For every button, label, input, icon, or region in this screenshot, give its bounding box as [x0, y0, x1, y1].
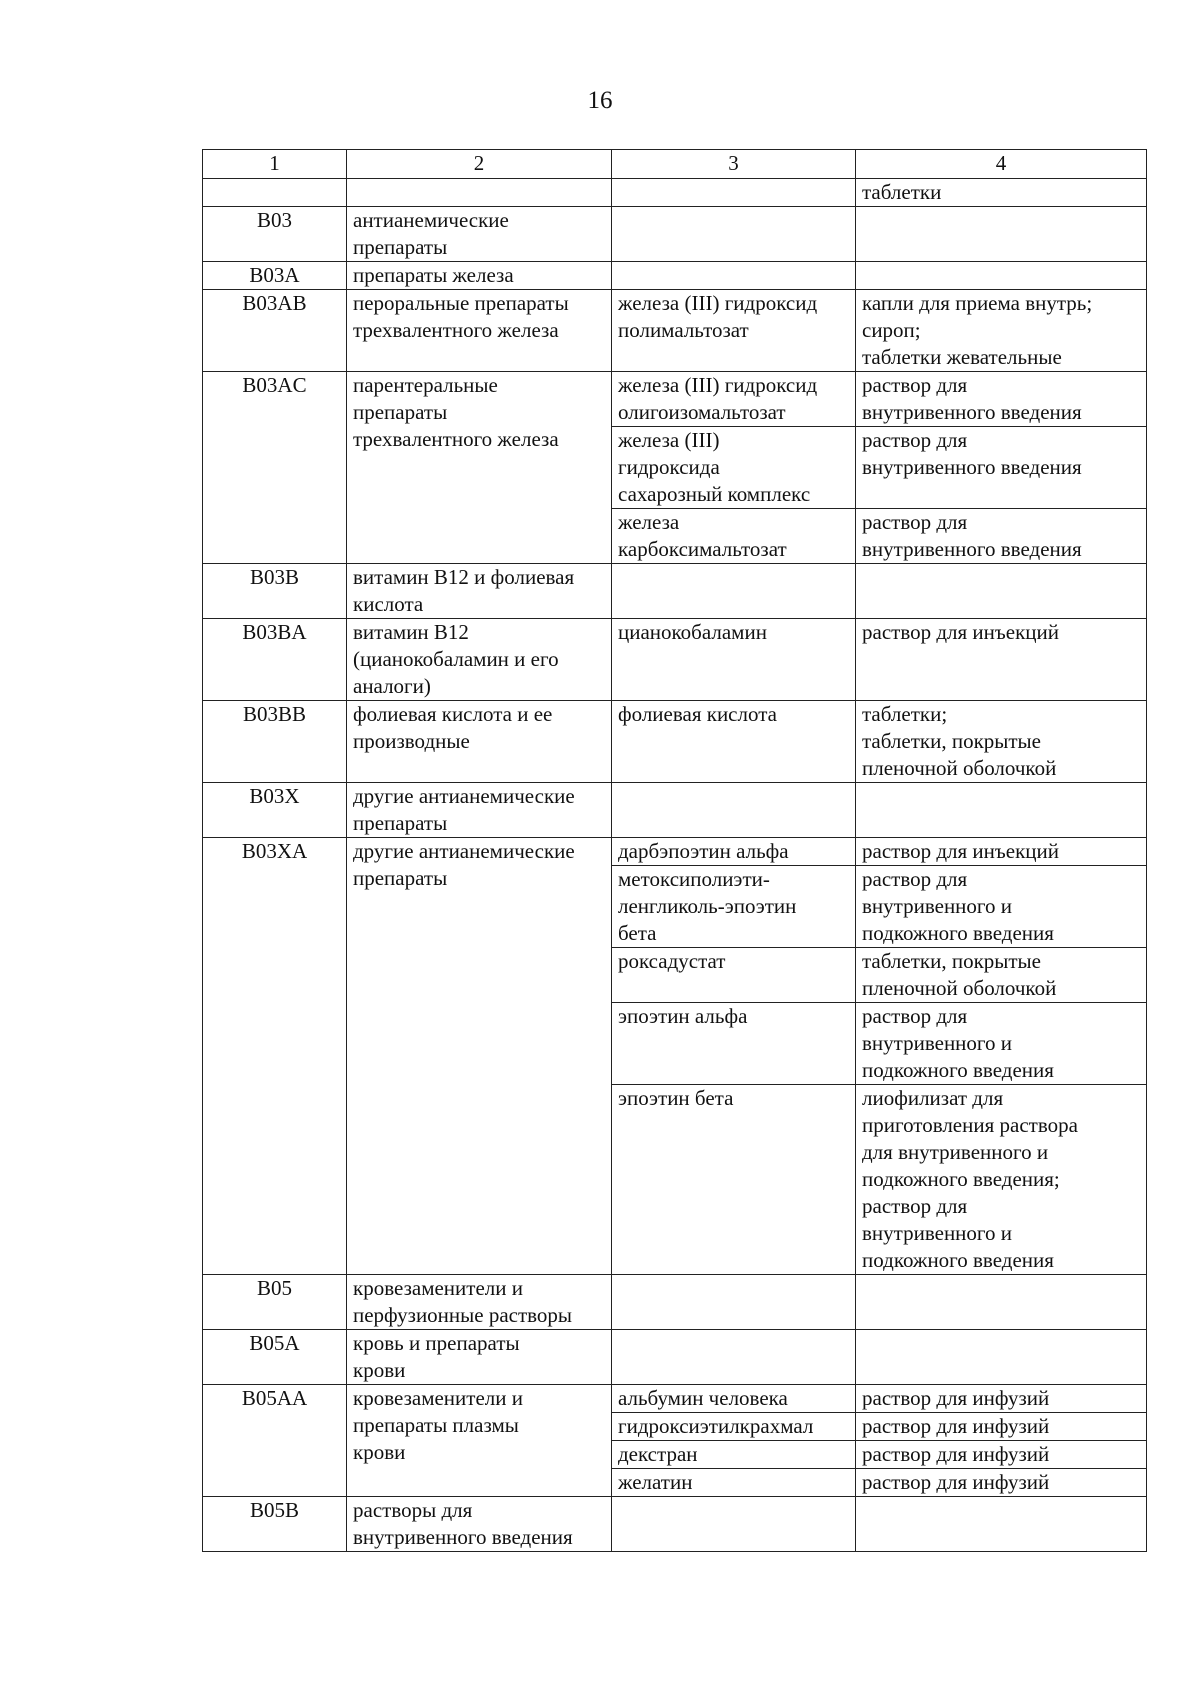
drug-name-cell-line: эпоэтин альфа: [618, 1004, 748, 1028]
drug-name-cell-line: олигоизомальтозат: [618, 400, 786, 424]
group-name-cell: [347, 1385, 612, 1497]
atc-code-cell-line: B03A: [249, 263, 300, 287]
dosage-form-cell: [856, 1497, 1147, 1552]
drug-name-cell: [612, 1469, 856, 1497]
dosage-form-cell-line: внутривенного и: [862, 1221, 1012, 1245]
dosage-form-cell: [856, 207, 1147, 262]
group-name-cell-line: растворы для: [353, 1498, 473, 1522]
atc-code-cell: [203, 179, 347, 207]
dosage-form-cell-line: таблетки жевательные: [862, 345, 1062, 369]
atc-code-cell-line: B03AC: [242, 373, 307, 397]
drug-name-cell: [612, 1330, 856, 1385]
dosage-form-cell: [856, 179, 1147, 207]
header-col-1: 1: [203, 150, 347, 179]
group-name-cell-line: препараты: [353, 866, 448, 890]
table-row: [203, 262, 1147, 290]
dosage-form-cell-line: капли для приема внутрь;: [862, 291, 1093, 315]
group-name-cell-line: парентеральные: [353, 373, 498, 397]
drug-name-cell: [612, 290, 856, 372]
drug-name-cell-line: железа: [618, 510, 680, 534]
group-name-cell-line: витамин B12: [353, 620, 469, 644]
dosage-form-cell: [856, 866, 1147, 948]
table-row: [203, 1330, 1147, 1385]
drug-name-cell-line: дарбэпоэтин альфа: [618, 839, 789, 863]
dosage-form-cell-line: сироп;: [862, 318, 921, 342]
atc-code-cell: [203, 564, 347, 619]
drug-name-cell: [612, 1003, 856, 1085]
dosage-form-cell: [856, 427, 1147, 509]
dosage-form-cell: [856, 701, 1147, 783]
drug-name-cell-line: декстран: [618, 1442, 698, 1466]
group-name-cell-line: пероральные препараты: [353, 291, 569, 315]
atc-code-cell: [203, 1330, 347, 1385]
dosage-form-cell-line: подкожного введения: [862, 1248, 1054, 1272]
dosage-form-cell-line: пленочной оболочкой: [862, 756, 1057, 780]
dosage-form-cell: [856, 1385, 1147, 1413]
header-col-2: 2: [347, 150, 612, 179]
table-row: [203, 290, 1147, 372]
group-name-cell-line: производные: [353, 729, 470, 753]
dosage-form-cell-line: подкожного введения: [862, 1058, 1054, 1082]
group-name-cell: [347, 838, 612, 1275]
dosage-form-cell-line: внутривенного введения: [862, 455, 1082, 479]
drug-name-cell: [612, 1413, 856, 1441]
dosage-form-cell-line: подкожного введения: [862, 921, 1054, 945]
table-row: [203, 207, 1147, 262]
dosage-form-cell: [856, 1003, 1147, 1085]
drug-name-cell: [612, 427, 856, 509]
group-name-cell: [347, 290, 612, 372]
drug-name-cell: [612, 619, 856, 701]
drug-name-cell-line: гидроксиэтилкрахмал: [618, 1414, 814, 1438]
atc-code-cell-line: B03AB: [242, 291, 307, 315]
atc-code-cell-line: B05B: [249, 1498, 299, 1522]
drug-name-cell: [612, 179, 856, 207]
dosage-form-cell-line: раствор для инфузий: [862, 1442, 1050, 1466]
group-name-cell: [347, 619, 612, 701]
group-name-cell: [347, 179, 612, 207]
atc-code-cell: [203, 1275, 347, 1330]
dosage-form-cell-line: пленочной оболочкой: [862, 976, 1057, 1000]
drug-name-cell-line: ленгликоль-эпоэтин: [618, 894, 797, 918]
dosage-form-cell-line: раствор для инъекций: [862, 620, 1059, 644]
atc-code-cell: [203, 372, 347, 564]
group-name-cell-line: кислота: [353, 592, 424, 616]
page-number: 16: [587, 87, 613, 114]
dosage-form-cell-line: раствор для: [862, 1194, 968, 1218]
dosage-form-cell-line: раствор для инфузий: [862, 1386, 1050, 1410]
atc-code-cell-line: B03BA: [242, 620, 307, 644]
dosage-form-cell: [856, 1469, 1147, 1497]
atc-code-cell: [203, 1385, 347, 1497]
atc-code-cell: [203, 619, 347, 701]
drug-name-cell: [612, 866, 856, 948]
drug-name-cell-line: роксадустат: [618, 949, 726, 973]
group-name-cell-line: аналоги): [353, 674, 431, 698]
dosage-form-cell-line: раствор для инъекций: [862, 839, 1059, 863]
table-row: [203, 1385, 1147, 1413]
dosage-form-cell-line: внутривенного введения: [862, 537, 1082, 561]
dosage-form-cell-line: таблетки: [862, 180, 942, 204]
dosage-form-cell: [856, 290, 1147, 372]
dosage-form-cell-line: раствор для: [862, 1004, 968, 1028]
group-name-cell-line: крови: [353, 1440, 406, 1464]
dosage-form-cell: [856, 1330, 1147, 1385]
drug-name-cell: [612, 1441, 856, 1469]
table-header-row: [203, 150, 1147, 179]
group-name-cell-line: (цианокобаламин и его: [353, 647, 559, 671]
drug-name-cell: [612, 1275, 856, 1330]
drug-name-cell: [612, 838, 856, 866]
drug-name-cell-line: цианокобаламин: [618, 620, 767, 644]
drug-name-cell-line: бета: [618, 921, 657, 945]
drug-name-cell: [612, 262, 856, 290]
group-name-cell-line: препараты плазмы: [353, 1413, 519, 1437]
group-name-cell-line: кровезаменители и: [353, 1276, 523, 1300]
dosage-form-cell: [856, 509, 1147, 564]
group-name-cell-line: кровь и препараты: [353, 1331, 520, 1355]
table-row: [203, 564, 1147, 619]
atc-code-cell: [203, 1497, 347, 1552]
group-name-cell-line: препараты: [353, 811, 448, 835]
atc-code-cell-line: B03XA: [241, 839, 308, 863]
dosage-form-cell-line: таблетки, покрытые: [862, 949, 1041, 973]
dosage-form-cell: [856, 948, 1147, 1003]
group-name-cell-line: кровезаменители и: [353, 1386, 523, 1410]
atc-code-cell-line: B03X: [249, 784, 300, 808]
group-name-cell-line: трехвалентного железа: [353, 427, 559, 451]
atc-code-cell: [203, 207, 347, 262]
dosage-form-cell: [856, 1085, 1147, 1275]
dosage-form-cell: [856, 783, 1147, 838]
drug-classification-table: [202, 149, 1147, 1552]
drug-name-cell: [612, 207, 856, 262]
dosage-form-cell-line: раствор для: [862, 428, 968, 452]
drug-name-cell-line: железа (III) гидроксид: [618, 373, 818, 397]
drug-name-cell: [612, 372, 856, 427]
drug-name-cell: [612, 948, 856, 1003]
dosage-form-cell: [856, 1275, 1147, 1330]
dosage-form-cell-line: раствор для: [862, 510, 968, 534]
dosage-form-cell: [856, 1441, 1147, 1469]
drug-name-cell: [612, 783, 856, 838]
table-row: [203, 1275, 1147, 1330]
dosage-form-cell: [856, 372, 1147, 427]
atc-code-cell-line: B03: [256, 208, 292, 232]
drug-name-cell: [612, 509, 856, 564]
group-name-cell: [347, 1275, 612, 1330]
group-name-cell-line: трехвалентного железа: [353, 318, 559, 342]
atc-code-cell: [203, 701, 347, 783]
group-name-cell-line: антианемические: [353, 208, 509, 232]
group-name-cell-line: другие антианемические: [353, 839, 575, 863]
dosage-form-cell-line: приготовления раствора: [862, 1113, 1078, 1137]
table-row: [203, 179, 1147, 207]
group-name-cell: [347, 701, 612, 783]
atc-code-cell: [203, 783, 347, 838]
drug-name-cell-line: полимальтозат: [618, 318, 749, 342]
dosage-form-cell-line: для внутривенного и: [862, 1140, 1049, 1164]
header-col-4: 4: [856, 150, 1147, 179]
drug-name-cell-line: эпоэтин бета: [618, 1086, 734, 1110]
group-name-cell-line: фолиевая кислота и ее: [353, 702, 553, 726]
dosage-form-cell-line: раствор для: [862, 373, 968, 397]
dosage-form-cell-line: подкожного введения;: [862, 1167, 1060, 1191]
dosage-form-cell-line: таблетки, покрытые: [862, 729, 1041, 753]
drug-name-cell-line: карбоксимальтозат: [618, 537, 787, 561]
drug-name-cell: [612, 701, 856, 783]
dosage-form-cell-line: лиофилизат для: [862, 1086, 1004, 1110]
table-row: [203, 701, 1147, 783]
dosage-form-cell: [856, 619, 1147, 701]
atc-code-cell-line: B05AA: [241, 1386, 308, 1410]
drug-name-cell-line: железа (III): [618, 428, 720, 452]
group-name-cell-line: внутривенного введения: [353, 1525, 573, 1549]
dosage-form-cell: [856, 1413, 1147, 1441]
dosage-form-cell-line: внутривенного и: [862, 894, 1012, 918]
table-row: [203, 1497, 1147, 1552]
drug-name-cell-line: железа (III) гидроксид: [618, 291, 818, 315]
drug-name-cell-line: метоксиполиэти-: [618, 867, 770, 891]
group-name-cell-line: препараты: [353, 235, 448, 259]
header-col-3: 3: [612, 150, 856, 179]
drug-name-cell: [612, 564, 856, 619]
group-name-cell-line: препараты железа: [353, 263, 514, 287]
dosage-form-cell-line: внутривенного и: [862, 1031, 1012, 1055]
dosage-form-cell: [856, 262, 1147, 290]
group-name-cell-line: крови: [353, 1358, 406, 1382]
group-name-cell: [347, 262, 612, 290]
group-name-cell: [347, 207, 612, 262]
drug-name-cell-line: альбумин человека: [618, 1386, 788, 1410]
group-name-cell-line: препараты: [353, 400, 448, 424]
drug-name-cell: [612, 1085, 856, 1275]
atc-code-cell-line: B05A: [249, 1331, 300, 1355]
atc-code-cell: [203, 290, 347, 372]
drug-name-cell-line: желатин: [618, 1470, 693, 1494]
drug-name-cell: [612, 1385, 856, 1413]
group-name-cell: [347, 564, 612, 619]
group-name-cell: [347, 1330, 612, 1385]
table-row: [203, 372, 1147, 427]
drug-name-cell-line: сахарозный комплекс: [618, 482, 811, 506]
atc-code-cell-line: B03B: [249, 565, 299, 589]
atc-code-cell: [203, 262, 347, 290]
drug-name-cell-line: фолиевая кислота: [618, 702, 777, 726]
group-name-cell-line: другие антианемические: [353, 784, 575, 808]
dosage-form-cell: [856, 564, 1147, 619]
atc-code-cell-line: B03BB: [242, 702, 307, 726]
group-name-cell: [347, 783, 612, 838]
table-row: [203, 783, 1147, 838]
table-row: [203, 838, 1147, 866]
atc-code-cell: [203, 838, 347, 1275]
drug-name-cell: [612, 1497, 856, 1552]
dosage-form-cell-line: раствор для: [862, 867, 968, 891]
atc-code-cell-line: B05: [256, 1276, 292, 1300]
dosage-form-cell-line: внутривенного введения: [862, 400, 1082, 424]
drug-name-cell-line: гидроксида: [618, 455, 720, 479]
dosage-form-cell-line: таблетки;: [862, 702, 948, 726]
group-name-cell-line: перфузионные растворы: [353, 1303, 573, 1327]
group-name-cell: [347, 372, 612, 564]
group-name-cell: [347, 1497, 612, 1552]
group-name-cell-line: витамин B12 и фолиевая: [353, 565, 575, 589]
dosage-form-cell: [856, 838, 1147, 866]
table-row: [203, 619, 1147, 701]
dosage-form-cell-line: раствор для инфузий: [862, 1470, 1050, 1494]
dosage-form-cell-line: раствор для инфузий: [862, 1414, 1050, 1438]
